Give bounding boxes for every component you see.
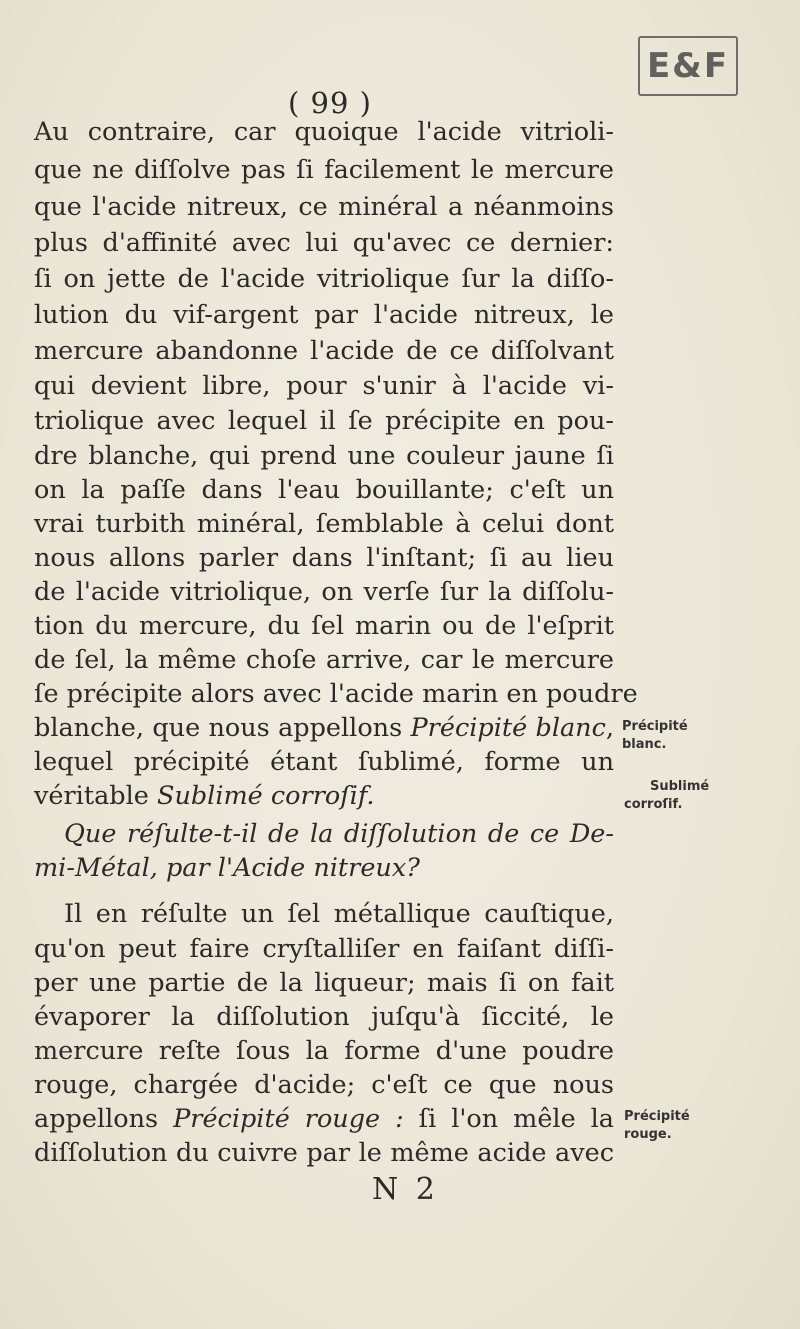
text-line: de ſel, la même choſe arrive, car le mercure xyxy=(34,645,614,675)
term-precipite-blanc: Précipité blanc xyxy=(410,713,606,743)
text-line: qu'on peut faire cryſtalliſer en faiſant diſſi- xyxy=(34,934,614,964)
text-line: de l'acide vitriolique, on verſe ſur la diſſolu- xyxy=(34,577,614,607)
text-line: lution du vif-argent par l'acide nitreux, le xyxy=(34,300,614,330)
text-line: Au contraire, car quoique l'acide vitrioli- xyxy=(34,117,614,147)
margin-note-line: corroſif. xyxy=(624,797,683,812)
margin-note-precipite-rouge xyxy=(624,1108,690,1144)
term-sublime-corrosif: Sublimé corroſif. xyxy=(156,781,375,811)
margin-note-precipite-blanc xyxy=(622,718,688,754)
text-line: plus d'affinité avec lui qu'avec ce dernier: xyxy=(34,228,614,258)
margin-note-line: rouge. xyxy=(624,1127,672,1142)
margin-note-line: Sublimé xyxy=(650,779,710,794)
text-line: tion du mercure, du ſel marin ou de l'eſprit xyxy=(34,611,614,641)
text-line-precipite-rouge xyxy=(34,1103,614,1135)
text-line: vrai turbith minéral, ſemblable à celui dont xyxy=(34,509,614,539)
page-number-header: ( 99 ) xyxy=(288,86,372,120)
text-line: triolique avec lequel il ſe précipite en pou- xyxy=(34,406,614,436)
text-span: appellons xyxy=(34,1104,174,1134)
text-line: mercure abandonne l'acide de ce diſſolvant xyxy=(34,336,614,366)
margin-note-sublime xyxy=(624,778,710,814)
margin-note-line: Précipité xyxy=(622,719,688,734)
text-line: évaporer la diſſolution juſqu'à ſiccité, le xyxy=(34,1002,614,1032)
text-line: ſi on jette de l'acide vitriolique ſur la diſſo- xyxy=(34,264,614,294)
text-line: que l'acide nitreux, ce minéral a néanmoins xyxy=(34,192,614,222)
text-span: blanche, que nous appellons xyxy=(34,713,411,743)
text-span: ſi l'on mêle la xyxy=(403,1104,614,1134)
text-span: véritable xyxy=(34,781,157,811)
library-stamp: E&F xyxy=(638,36,738,96)
text-line: nous allons parler dans l'inſtant; ſi au lieu xyxy=(34,543,614,573)
text-line: diſſolution du cuivre par le même acide avec xyxy=(34,1138,614,1168)
text-line: que ne diſſolve pas ſi facilement le mercure xyxy=(34,155,614,185)
signature-mark: N 2 xyxy=(372,1172,439,1207)
text-line: on la paſſe dans l'eau bouillante; c'eſt un xyxy=(34,475,614,505)
text-line: rouge, chargée d'acide; c'eſt ce que nous xyxy=(34,1070,614,1100)
text-line-sublime xyxy=(34,780,614,812)
text-line: ſe précipite alors avec l'acide marin en poudre xyxy=(34,679,638,709)
margin-note-line: blanc. xyxy=(622,737,667,752)
text-line: lequel précipité étant ſublimé, forme un xyxy=(34,747,614,777)
text-line: dre blanche, qui prend une couleur jaune ſi xyxy=(34,441,614,471)
text-line: per une partie de la liqueur; mais ſi on fait xyxy=(34,968,614,998)
question-line: mi-Métal, par l'Acide nitreux? xyxy=(34,853,420,883)
question-line: Que réſulte-t-il de la diſſolution de ce De- xyxy=(64,819,614,849)
text-line-precipite-blanc xyxy=(34,712,614,744)
margin-note-line: Précipité xyxy=(624,1109,690,1124)
text-span: , xyxy=(605,713,615,743)
text-line: mercure reſte ſous la forme d'une poudre xyxy=(34,1036,614,1066)
text-line: qui devient libre, pour s'unir à l'acide vi- xyxy=(34,371,614,401)
term-precipite-rouge: Précipité rouge : xyxy=(173,1104,404,1134)
text-line: Il en réſulte un ſel métallique cauſtique, xyxy=(64,899,614,929)
